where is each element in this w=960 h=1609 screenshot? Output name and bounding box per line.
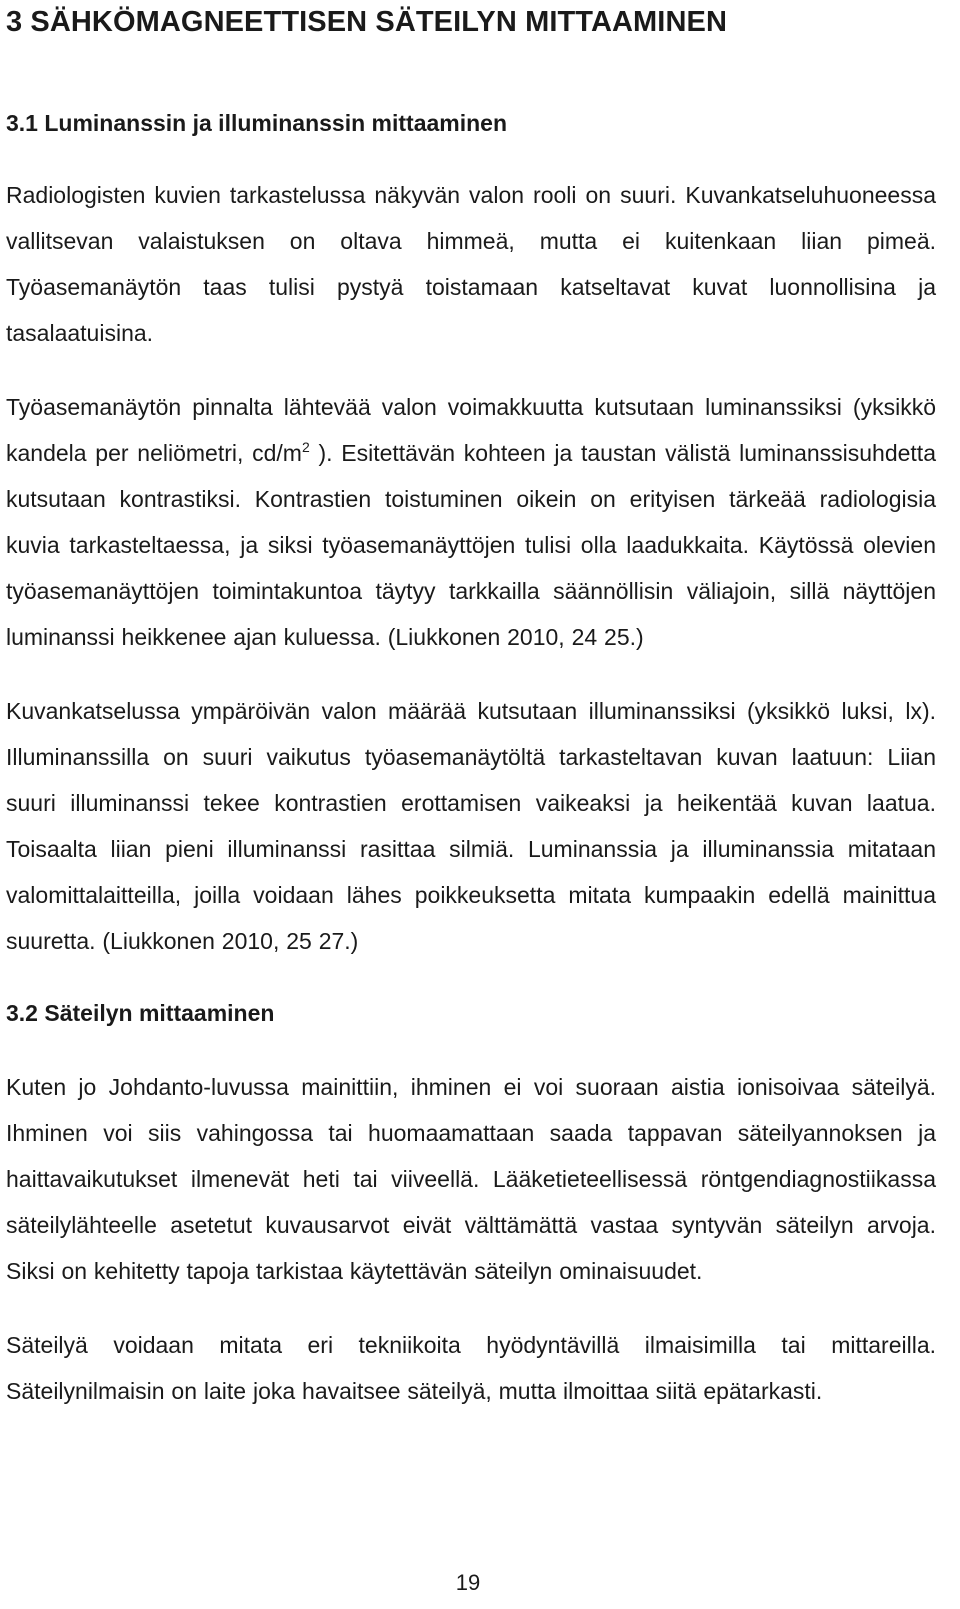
paragraph-visible-light: Radiologisten kuvien tarkastelussa näkyvän valon rooli on suuri. Kuvankatseluhuoneessa vallitsevan valaistuksen on oltava himmeä, mutta ei kuitenkaan liian pimeä. Työasemanäytön taas tulisi pystyä toistamaan katseltavat kuvat luonnollisina ja tasalaatuisina. bbox=[6, 182, 936, 346]
paragraph-radiation-detectors: Säteilyä voidaan mitata eri tekniikoita hyödyntävillä ilmaisimilla tai mittareilla. Säteilynilmaisin on laite joka havaitsee säteilyä, mutta ilmoittaa siitä epätarkasti. bbox=[6, 1332, 936, 1404]
paragraph-radiation-perception: Kuten jo Johdanto-luvussa mainittiin, ihminen ei voi suoraan aistia ionisoivaa säteilyä. Ihminen voi siis vahingossa tai huomaamattaan saada tappavan säteilyannoksen ja haittavaikutukset ilmenevät heti tai viiveellä. Lääketieteellisessä röntgendiagnostiikassa säteilylähteelle asetetut kuvausarvot eivät välttämättä vastaa syntyvän säteilyn arvoja. Siksi on kehitetty tapoja tarkistaa käytettävän säteilyn ominaisuudet. bbox=[6, 1074, 936, 1284]
chapter-title: 3 SÄHKÖMAGNEETTISEN SÄTEILYN MITTAAMINEN bbox=[6, 6, 727, 38]
section-heading-3-1: 3.1 Luminanssin ja illuminanssin mittaaminen bbox=[6, 110, 508, 136]
document-page bbox=[6, 0, 936, 1414]
unit-superscript: 2 bbox=[301, 439, 310, 455]
paragraph-luminance bbox=[6, 384, 936, 660]
page-number: 19 bbox=[455, 1570, 481, 1595]
section-heading-3-2: 3.2 Säteilyn mittaaminen bbox=[6, 1000, 275, 1026]
luminance-text-start: Työasemanäytön pinnalta lähtevää valon voimakkuutta kutsutaan luminanssiksi (yksikkö kandela per neliömetri, cd/m bbox=[6, 394, 936, 466]
paragraph-illuminance: Kuvankatselussa ympäröivän valon määrää kutsutaan illuminanssiksi (yksikkö luksi, lx). Illuminanssilla on suuri vaikutus työasemanäytöltä tarkasteltavan kuvan laatuun: Liian suuri illuminanssi tekee kontrastien erottamisen vaikeaksi ja heikentää kuvan laatua. Toisaalta liian pieni illuminanssi rasittaa silmiä. Luminanssia ja illuminanssia mitataan valomittalaitteilla, joilla voidaan lähes poikkeuksetta mitata kumpaakin edellä mainittua suuretta. (Liukkonen 2010, 25 27.) bbox=[6, 698, 936, 954]
luminance-text-end: ). Esitettävän kohteen ja taustan välistä luminanssisuhdetta kutsutaan kontrastiksi. Kontrastien toistuminen oikein on erityisen tärkeää radiologisia kuvia tarkasteltaessa, ja siksi työasemanäyttöjen tulisi olla laadukkaita. Käytössä olevien työasemanäyttöjen toimintakuntoa täytyy tarkkailla säännöllisin väliajoin, sillä näyttöjen luminanssi heikkenee ajan kuluessa. (Liukkonen 2010, 24 25.) bbox=[6, 440, 936, 650]
